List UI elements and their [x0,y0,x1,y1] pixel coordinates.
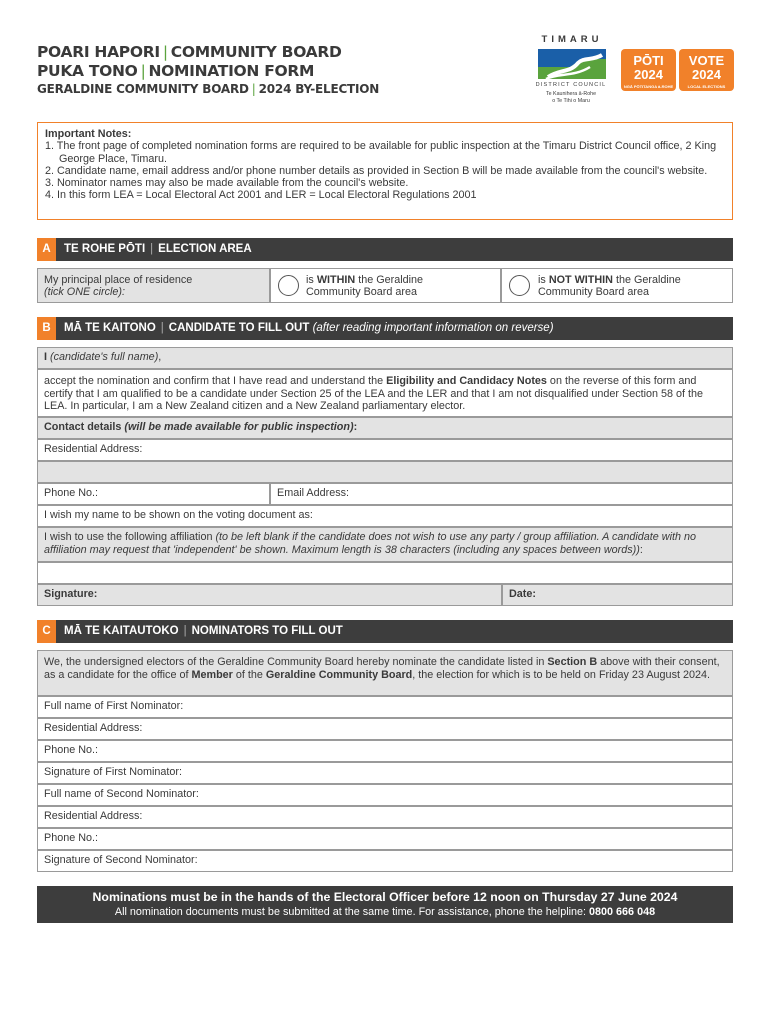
phone-field[interactable]: Phone No.: [37,483,270,505]
residence-label-cell: My principal place of residence (tick ONE circle): [37,268,270,303]
note-item: 4. In this form LEA = Local Electoral Act 2001 and LER = Local Electoral Regulations 2001 [45,189,477,202]
first-nominator-signature[interactable]: Signature of First Nominator: [37,762,733,784]
council-logo-name: TIMARU [541,34,603,45]
note-item: 2. Candidate name, email address and/or phone number details as provided in Section B will be made available from the council's website. [45,164,708,177]
first-nominator-phone[interactable]: Phone No.: [37,740,733,762]
note-item: 1. The front page of completed nomination forms are required to be available for public inspection at the Timaru District Council office, 2 King George Place, Timaru. [45,140,717,165]
important-notes [37,122,733,220]
voting-name-field[interactable]: I wish my name to be shown on the voting document as: [37,505,733,527]
second-nominator-name[interactable]: Full name of Second Nominator: [37,784,733,806]
subtitle: GERALDINE COMMUNITY BOARD | 2024 BY-ELECTION [37,82,380,96]
residential-address-input[interactable] [37,461,733,483]
not-within-radio[interactable] [509,275,530,296]
candidate-name-field[interactable]: I (candidate's full name), [37,347,733,369]
council-logo-type: DISTRICT COUNCIL [535,82,607,88]
first-nominator-name[interactable]: Full name of First Nominator: [37,696,733,718]
title-line-1: POARI HAPORI | COMMUNITY BOARD [37,43,342,61]
nominators-statement: We, the undersigned electors of the Geraldine Community Board hereby nominate the candidate listed in Section B above with their consent, as a candidate for the office of Member of the Geraldine Community Board, the election for which is to be held on Friday 23 August 2024. [37,650,733,696]
first-nominator-address[interactable]: Residential Address: [37,718,733,740]
within-radio[interactable] [278,275,299,296]
section-c-header: C MĀ TE KAITAUTOKO | NOMINATORS TO FILL OUT [37,620,733,643]
section-b-header: B MĀ TE KAITONO | CANDIDATE TO FILL OUT (after reading important information on reverse) [37,317,733,340]
signature-field[interactable]: Signature: [37,584,502,606]
title-line-2: PUKA TONO | NOMINATION FORM [37,62,315,80]
notes-title: Important Notes: [45,128,132,140]
section-letter: C [37,620,56,643]
deadline-text: Nominations must be in the hands of the Electoral Officer before 12 noon on Thursday 27 June 2024 [92,890,678,904]
second-nominator-phone[interactable]: Phone No.: [37,828,733,850]
helpline-number: 0800 666 048 [589,906,656,918]
second-nominator-signature[interactable]: Signature of Second Nominator: [37,850,733,872]
section-a-header: A TE ROHE PŌTI | ELECTION AREA [37,238,733,261]
second-nominator-address[interactable]: Residential Address: [37,806,733,828]
poti-2024-badge: PŌTI 2024 NGĀ PŌTITANGA ā-ROHE [621,49,676,91]
affiliation-input[interactable] [37,562,733,584]
section-letter: A [37,238,56,261]
date-field[interactable]: Date: [502,584,733,606]
option-within[interactable]: is WITHIN the Geraldine Community Board area [270,268,501,303]
acceptance-statement: accept the nomination and confirm that I have read and understand the Eligibility and Candidacy Notes on the reverse of this form and certify that I am qualified to be a candidate under Section 25 of the LEA and the LER and that I am not disqualified under Section 58 of the LEA. In particular, I am a New Zealand citizen and a New Zealand parliamentary elector. [37,369,733,417]
vote-2024-badge: VOTE 2024 LOCAL ELECTIONS [679,49,734,91]
form-header [37,43,417,98]
helpline-text: All nomination documents must be submitted at the same time. For assistance, phone the helpline: 0800 666 048 [114,906,656,918]
affiliation-instructions: I wish to use the following affiliation (to be left blank if the candidate does not wish to use any party / group affiliation. A candidate with no affiliation may request that 'independent' be shown. Maximum length is 38 characters (including any spaces between words)): [37,527,733,562]
council-logo-maori: Te Kaunihera ā-Rohe o Te Tihi o Maru [545,91,597,104]
contact-details-heading: Contact details (will be made available for public inspection): [37,417,733,439]
option-not-within[interactable]: is NOT WITHIN the Geraldine Community Board area [501,268,733,303]
residential-address-label: Residential Address: [37,439,733,461]
note-item: 3. Nominator names may also be made available from the council's website. [45,177,409,190]
email-field[interactable]: Email Address: [270,483,733,505]
section-letter: B [37,317,56,340]
notes-list [45,140,725,201]
deadline-footer [37,886,733,923]
